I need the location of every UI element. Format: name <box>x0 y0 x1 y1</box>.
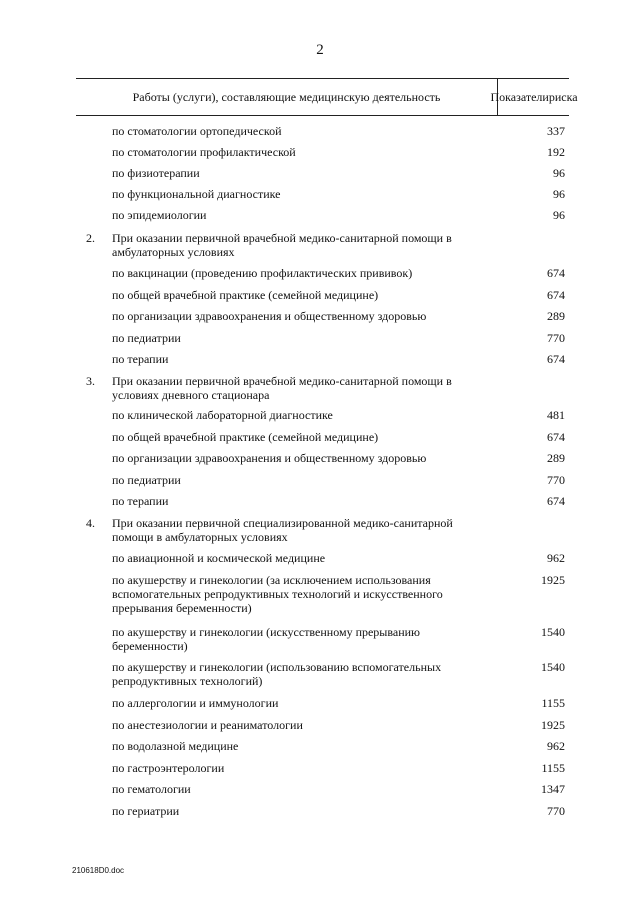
row-text: по акушерству и гинекологии (искусственному прерыванию беременности) <box>112 625 421 653</box>
row-text: по гериатрии <box>112 804 180 818</box>
row-text: по организации здравоохранения и общественному здоровью <box>112 309 427 323</box>
row-text: по педиатрии <box>112 331 181 345</box>
row-text: по авиационной и космической медицине <box>112 551 326 565</box>
row-value: 1925 <box>541 573 565 587</box>
row-value: 96 <box>553 166 565 180</box>
row-value: 1347 <box>541 782 565 796</box>
row-text: по терапии <box>112 352 169 366</box>
row-text: по функциональной диагностике <box>112 187 281 201</box>
row-value: 1155 <box>541 696 565 710</box>
row-text: по акушерству и гинекологии (использованию вспомогательных репродуктивных технологий) <box>112 660 442 688</box>
row-text: по организации здравоохранения и общественному здоровью <box>112 451 427 465</box>
row-text: по физиотерапии <box>112 166 200 180</box>
document-filename: 210618D0.doc <box>72 866 125 875</box>
row-value: 770 <box>547 331 565 345</box>
row-text: по общей врачебной практике (семейной медицине) <box>112 430 379 444</box>
row-value: 962 <box>547 739 565 753</box>
section-title: При оказании первичной врачебной медико-санитарной помощи в амбулаторных условиях <box>112 231 452 259</box>
row-value: 192 <box>547 145 565 159</box>
section-title: При оказании первичной врачебной медико-санитарной помощи в условиях дневного стационара <box>112 374 452 402</box>
row-value: 674 <box>547 266 565 280</box>
row-value: 674 <box>547 352 565 366</box>
row-value: 1925 <box>541 718 565 732</box>
row-value: 337 <box>547 124 565 138</box>
row-text: по гастроэнтерологии <box>112 761 225 775</box>
header-risk-line2: риска <box>548 90 578 104</box>
row-value: 481 <box>547 408 565 422</box>
section-number: 3. <box>86 374 95 388</box>
table-header <box>76 78 578 116</box>
row-text: по стоматологии профилактической <box>112 145 296 159</box>
row-value: 1540 <box>541 625 565 639</box>
page-number: 2 <box>316 42 324 58</box>
row-text: по гематологии <box>112 782 191 796</box>
row-value: 674 <box>547 494 565 508</box>
header-work-column: Работы (услуги), составляющие медицинскую деятельность <box>132 89 441 104</box>
row-value: 96 <box>553 187 565 201</box>
row-text: по аллергологии и иммунологии <box>112 696 279 710</box>
row-text: по водолазной медицине <box>112 739 239 753</box>
row-value: 674 <box>547 430 565 444</box>
row-text: по стоматологии ортопедической <box>112 124 282 138</box>
row-text: по терапии <box>112 494 169 508</box>
row-value: 289 <box>547 309 565 323</box>
row-value: 770 <box>547 804 565 818</box>
row-value: 96 <box>553 208 565 222</box>
section-number: 4. <box>86 516 95 530</box>
row-value: 962 <box>547 551 565 565</box>
row-text: по общей врачебной практике (семейной медицине) <box>112 288 379 302</box>
row-value: 674 <box>547 288 565 302</box>
header-risk-line1: Показатели <box>490 90 549 104</box>
row-text: по вакцинации (проведению профилактических прививок) <box>112 266 413 280</box>
header-risk-column <box>490 79 578 115</box>
row-text: по акушерству и гинекологии (за исключением использования вспомогательных репродуктивных технологий и искусственного прерывания беременности) <box>112 573 443 615</box>
row-value: 770 <box>547 473 565 487</box>
section-number: 2. <box>86 231 95 245</box>
row-value: 1155 <box>541 761 565 775</box>
row-text: по эпидемиологии <box>112 208 207 222</box>
row-text: по клинической лабораторной диагностике <box>112 408 333 422</box>
row-value: 1540 <box>541 660 565 674</box>
row-value: 289 <box>547 451 565 465</box>
section-title: При оказании первичной специализированной медико-санитарной помощи в амбулаторных условиях <box>112 516 453 544</box>
row-text: по педиатрии <box>112 473 181 487</box>
row-text: по анестезиологии и реаниматологии <box>112 718 303 732</box>
